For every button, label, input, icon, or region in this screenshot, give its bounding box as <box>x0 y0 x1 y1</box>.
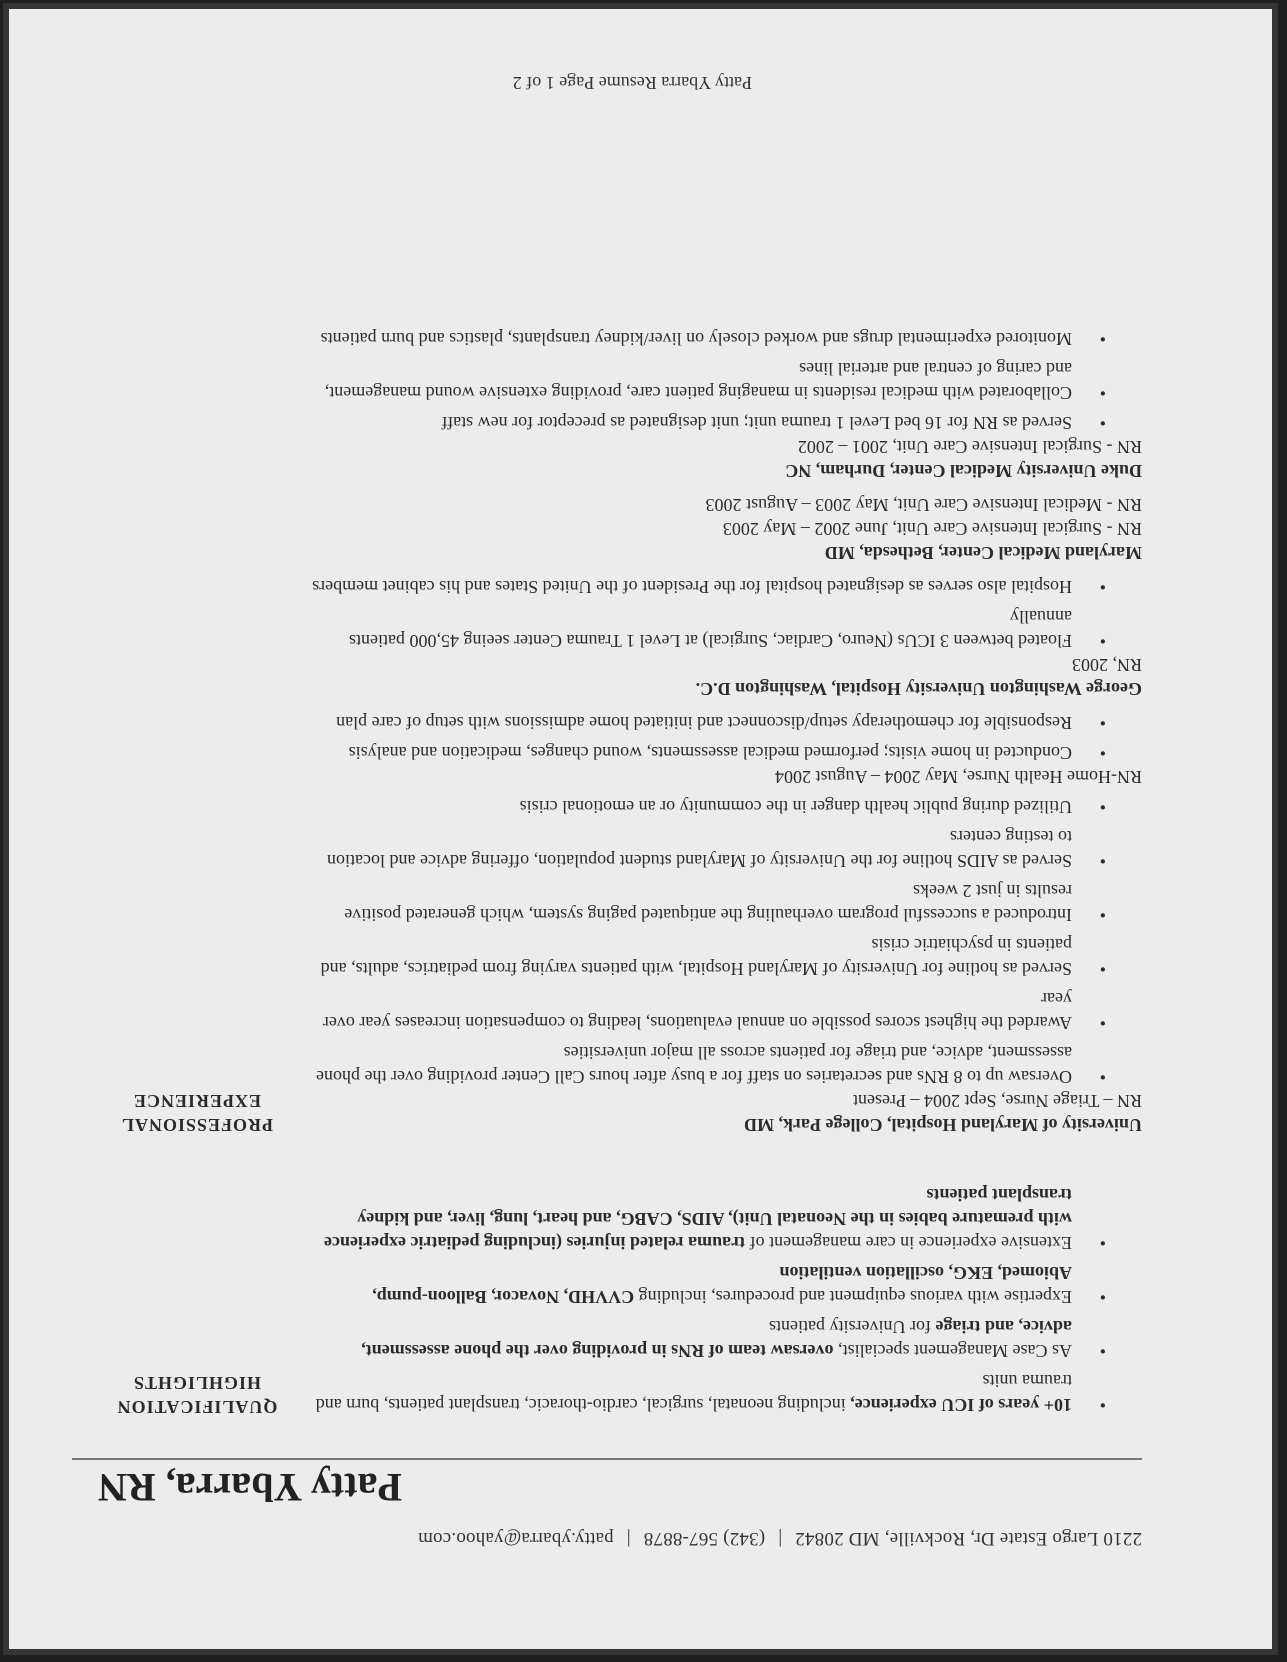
candidate-name: Patty Ybarra, RN <box>97 1465 402 1510</box>
experience-label-line2: EXPERIENCE <box>132 1091 262 1111</box>
qualification-item <box>312 1315 1142 1363</box>
qualification-text: Expertise with various equipment and procedures, including <box>634 1287 1072 1307</box>
job-organization: George Washington University Hospital, Washington D.C. <box>695 679 1142 699</box>
job-role: RN – Triage Nurse, Sept 2004 – Present <box>853 1091 1142 1111</box>
contact-email: patty.ybarra@yahoo.com <box>417 1528 614 1549</box>
qualification-text: for University patients <box>769 1317 936 1337</box>
page-frame <box>3 3 1278 1655</box>
resume-page-rotated <box>9 9 1272 1649</box>
job-organization: University of Maryland Hospital, College Park, MD <box>744 1115 1142 1135</box>
qualification-bold: oversaw team of RNs in providing over the phone assessment, advice, and triage <box>361 1317 1072 1361</box>
job-bullet: • Responsible for chemotherapy setup/disconnect and initiated home admissions with setup of care plan <box>312 711 1142 735</box>
header-rule <box>72 1458 1142 1460</box>
experience-label-line1: PROFESSIONAL <box>120 1115 274 1135</box>
job-role: RN-Home Health Nurse, May 2004 – August 2004 <box>775 767 1142 787</box>
experience-label <box>97 1089 297 1137</box>
job-bullet: • Monitored experimental drugs and worked closely on liver/kidney transplants, plastics and burn patients <box>312 327 1142 351</box>
qualifications-section <box>312 1177 1142 1417</box>
job-bullets <box>312 711 1142 765</box>
job-entry <box>312 493 1142 565</box>
document-paper <box>9 9 1272 1649</box>
qualification-text: including neonatal, surgical, cardio-thoracic, transplant patients, burn and trauma units <box>315 1371 1072 1415</box>
job-role: RN - Surgical Intensive Care Unit, 2001 – 2002 <box>797 437 1142 457</box>
job-bullet: • Hospital also serves as designated hospital for the President of the United States and his cabinet members <box>312 575 1142 599</box>
qualification-item <box>312 1369 1142 1417</box>
experience-section <box>312 321 1142 1137</box>
qualification-bold: CVVHD, Novacor, Balloon-pump, Abiomed, EKG, oscillation ventilation <box>372 1263 1072 1307</box>
qualification-item <box>312 1183 1142 1255</box>
job-bullet: • Served as AIDS hotline for the University of Maryland student population, offering advice and location to testing centers <box>312 825 1142 873</box>
job-role: RN, 2003 <box>1071 655 1142 675</box>
job-entry <box>312 327 1142 483</box>
qualification-text: As Case Management specialist, <box>833 1341 1072 1361</box>
job-bullets <box>312 795 1142 1089</box>
job-role: RN - Surgical Intensive Care Unit, June 2002 – May 2003 <box>722 519 1142 539</box>
job-entry <box>312 711 1142 1137</box>
job-bullet: • Oversaw up to 8 RNs and secretaries on staff for a busy after hours Call Center providing over the phone assessment, advice, and triage for patients across all major universities <box>312 1041 1142 1089</box>
job-entry <box>312 575 1142 701</box>
job-bullets <box>312 575 1142 653</box>
job-organization: Maryland Medical Center, Bethesda, MD <box>824 543 1142 563</box>
job-role: RN - Medical Intensive Care Unit, May 2003 – August 2003 <box>705 495 1142 515</box>
job-bullet: • Awarded the highest scores possible on annual evaluations, leading to compensation increases year over year <box>312 987 1142 1035</box>
job-bullet: • Served as hotline for University of Maryland Hospital, with patients varying from pediatrics, adults, and patients in psychiatric crisis <box>312 933 1142 981</box>
qualifications-label-line2: HIGHLIGHTS <box>132 1373 262 1393</box>
contact-phone: (342) 567-8878 <box>643 1528 766 1549</box>
qualification-bold: trauma related injuries (including pediatric experience with premature babies in the Neonatal Unit), AIDS, CABG, and heart, lung, liver, and kidney transplant patients <box>324 1185 1072 1253</box>
qualification-bold: 10+ years of ICU experience, <box>850 1395 1072 1415</box>
job-bullet: • Introduced a successful program overhauling the antiquated paging system, which generated positive results in just 2 weeks <box>312 879 1142 927</box>
qualifications-list <box>312 1183 1142 1417</box>
qualification-text: Extensive experience in care management of <box>745 1233 1072 1253</box>
contact-address: 2210 Largo Estate Dr, Rockville, MD 20842 <box>795 1528 1142 1549</box>
job-organization: Duke University Medical Center, Durham, NC <box>785 461 1142 481</box>
job-bullet: • Served as RN for 16 bed Level 1 trauma unit; unit designated as preceptor for new staff <box>312 411 1142 435</box>
contact-separator: | <box>778 1528 783 1549</box>
job-bullet: • Conducted in home visits; performed medical assessments, wound changes, medication and analysis <box>312 741 1142 765</box>
contact-separator: | <box>626 1528 631 1549</box>
job-bullets <box>312 327 1142 435</box>
qualifications-label-line1: QUALIFICATION <box>116 1397 278 1417</box>
page-footer: Patty Ybarra Resume Page 1 of 2 <box>512 73 752 93</box>
job-bullet: • Floated between 3 ICUs (Neuro, Cardiac, Surgical) at Level 1 Trauma Center seeing 45,000 patients annually <box>312 605 1142 653</box>
qualification-item <box>312 1261 1142 1309</box>
qualifications-label <box>97 1371 297 1419</box>
contact-line <box>342 1527 1142 1549</box>
job-bullet: • Collaborated with medical residents in managing patient care, providing extensive wound management, and caring of central and arterial lines <box>312 357 1142 405</box>
job-bullet: • Utilized during public health danger in the community or an emotional crisis <box>312 795 1142 819</box>
